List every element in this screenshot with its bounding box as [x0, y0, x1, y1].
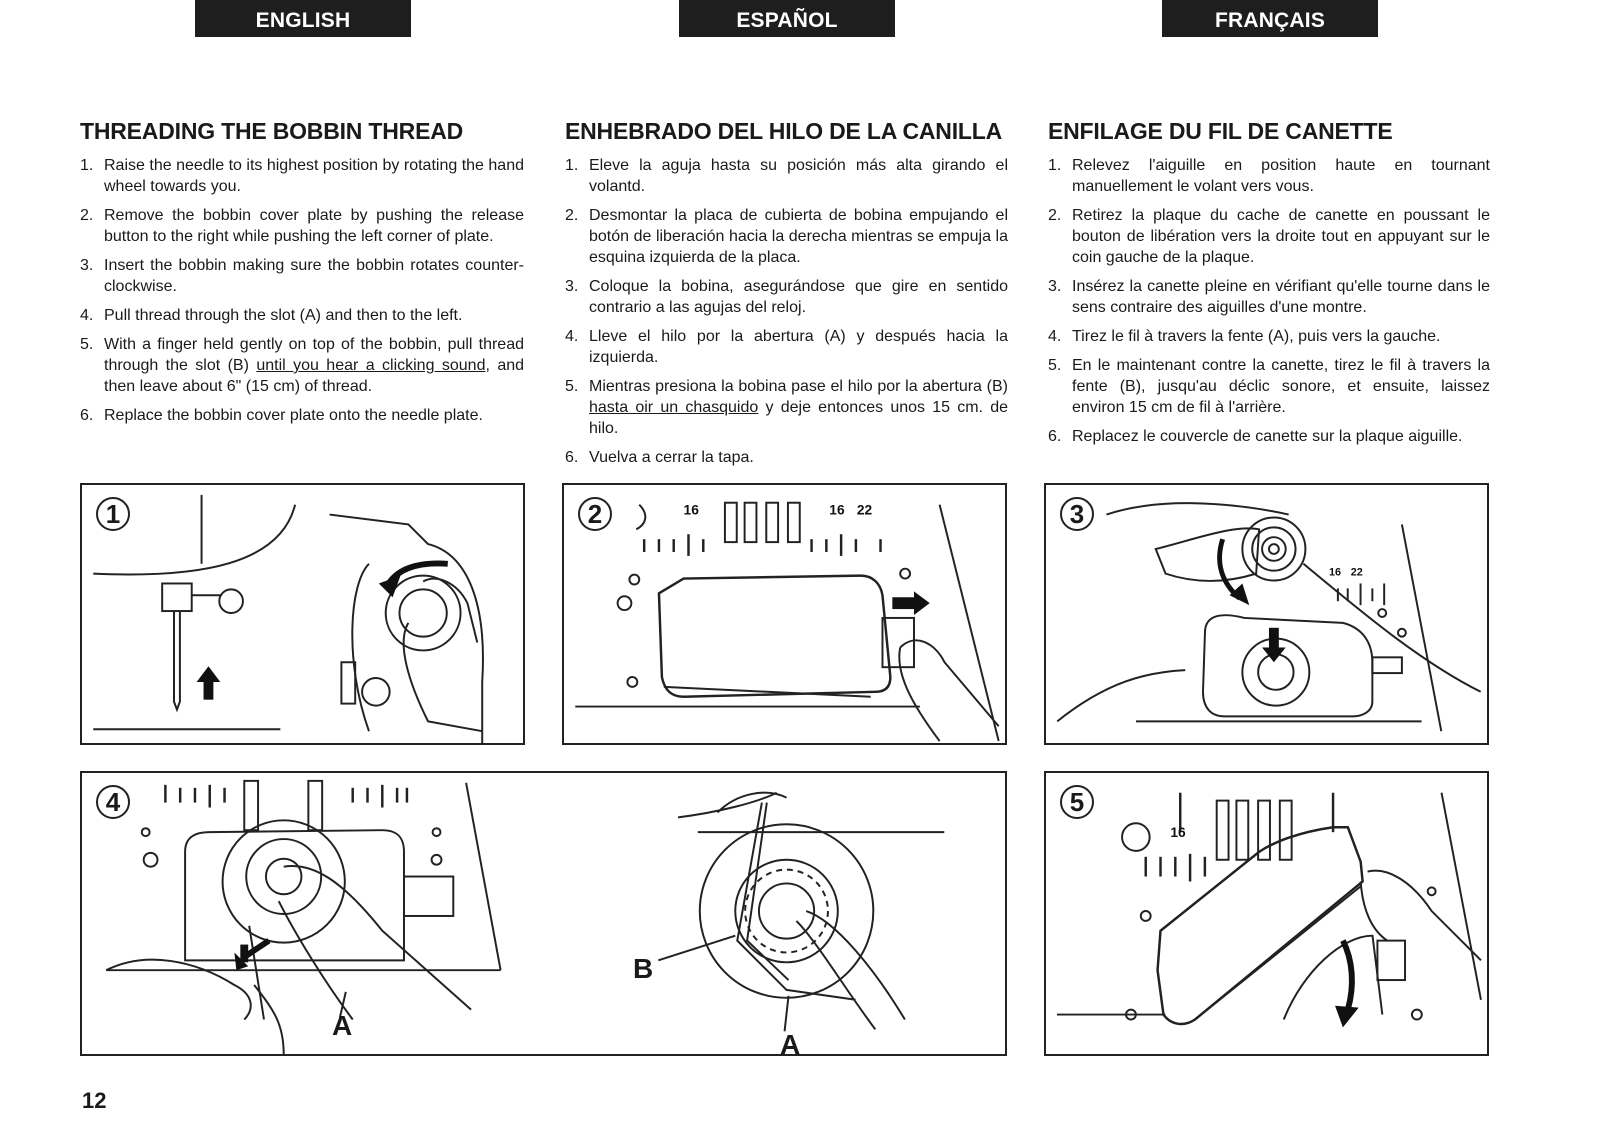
step-3-badge: 3 [1060, 497, 1094, 531]
list-item: 1. Eleve la aguja hasta su posición más alta girando el volantd. [565, 157, 1008, 195]
english-steps [80, 155, 524, 426]
tab-english: ENGLISH [195, 0, 411, 37]
figure-3 [1044, 483, 1489, 745]
list-item: 5. En le maintenant contre la canette, tirez le fil à travers la fente (B), jusqu'au déclic sonore, et ensuite, laissez environ 15 cm de fil à l'arrière. [1048, 357, 1490, 416]
figure-1 [80, 483, 525, 745]
list-item: 4. Pull thread through the slot (A) and then to the left. [80, 307, 463, 324]
french-steps [1048, 155, 1490, 447]
label-b: B [633, 953, 654, 984]
step-2-badge: 2 [578, 497, 612, 531]
list-item: 1. Relevez l'aiguille en position haute en tournant manuellement le volant vers vous. [1048, 157, 1490, 195]
thread-slot-illustration [82, 773, 1005, 1054]
english-column [80, 118, 524, 434]
page-number: 12 [82, 1088, 107, 1113]
remove-cover-plate-illustration [564, 485, 1005, 743]
list-item: 4. Tirez le fil à travers la fente (A), puis vers la gauche. [1048, 328, 1441, 345]
list-item: 6. Replacez le couvercle de canette sur la plaque aiguille. [1048, 428, 1463, 445]
figure-2 [562, 483, 1007, 745]
figure-4 [80, 771, 1007, 1056]
list-item: 6. Vuelva a cerrar la tapa. [565, 449, 754, 466]
figure-5 [1044, 771, 1489, 1056]
list-item: 6. Replace the bobbin cover plate onto the needle plate. [80, 407, 483, 424]
step-4-badge: 4 [96, 785, 130, 819]
mark-16: 16 [1170, 825, 1186, 841]
needle-handwheel-illustration [82, 485, 523, 743]
list-item: 5. With a finger held gently on top of the bobbin, pull thread through the slot (B) until you hear a clicking sound, and then leave about 6" (15 cm) of thread. [80, 336, 525, 395]
label-a: A [332, 1010, 353, 1041]
mark-22: 22 [856, 502, 873, 518]
list-item: 5. Mientras presiona la bobina pase el hilo por la abertura (B) hasta oir un chasquido y deje entonces unos 15 cm. de hilo. [565, 378, 1009, 437]
list-item: 2. Retirez la plaque du cache de canette en poussant le bouton de libération vers la droite tout en appuyant sur le coin gauche de la plaque. [1048, 207, 1490, 266]
tab-spanish: ESPAÑOL [679, 0, 895, 37]
english-title: THREADING THE BOBBIN THREAD [80, 118, 464, 144]
mark-16: 16 [683, 502, 699, 518]
spanish-title: ENHEBRADO DEL HILO DE LA CANILLA [565, 118, 1002, 144]
spanish-column [565, 118, 1008, 476]
list-item: 3. Insert the bobbin making sure the bobbin rotates counter-clockwise. [80, 257, 524, 295]
label-a-second: A [780, 1029, 801, 1056]
mark-16: 16 [1329, 566, 1342, 579]
list-item: 2. Remove the bobbin cover plate by pushing the release button to the right while pushing the left corner of plate. [80, 207, 524, 245]
replace-cover-plate-illustration [1046, 773, 1487, 1054]
underlined-text: hasta oir un chasquido [589, 399, 759, 416]
list-item: 4. Lleve el hilo por la abertura (A) y después hacia la izquierda. [565, 328, 1008, 366]
mark-16b: 16 [829, 502, 845, 518]
tab-french: FRANÇAIS [1162, 0, 1378, 37]
french-column [1048, 118, 1490, 455]
list-item: 1. Raise the needle to its highest position by rotating the hand wheel towards you. [80, 157, 524, 195]
insert-bobbin-illustration [1046, 485, 1487, 743]
underlined-text: until you hear a clicking sound, [256, 357, 490, 374]
spanish-steps [565, 155, 1008, 468]
list-item: 2. Desmontar la placa de cubierta de bobina empujando el botón de liberación hacia la derecha mientras se empuja la esquina izquierda de la placa. [565, 207, 1008, 266]
french-title: ENFILAGE DU FIL DE CANETTE [1048, 118, 1393, 144]
list-item: 3. Insérez la canette pleine en vérifiant qu'elle tourne dans le sens contraire des aiguilles d'une montre. [1048, 278, 1490, 316]
mark-22: 22 [1350, 566, 1363, 579]
step-5-badge: 5 [1060, 785, 1094, 819]
list-item: 3. Coloque la bobina, asegurándose que gire en sentido contrario a las agujas del reloj. [565, 278, 1008, 316]
step-1-badge: 1 [96, 497, 130, 531]
